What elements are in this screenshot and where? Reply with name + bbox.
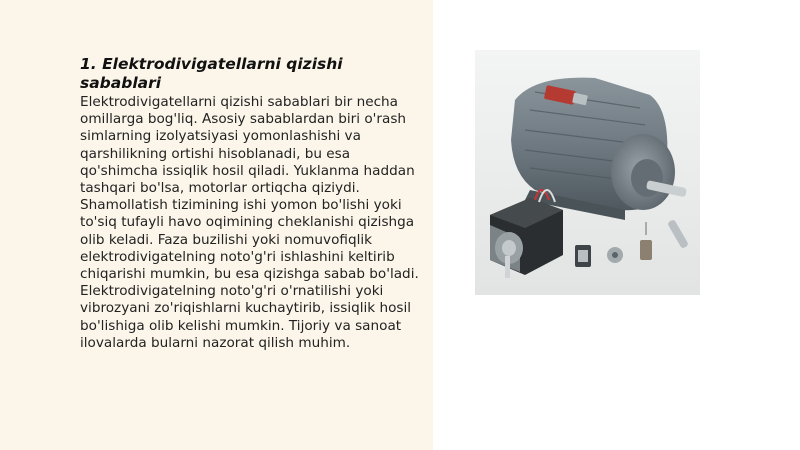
slide-body-text: Elektrodivigatellarni qizishi sabablari bir necha omillarga bog'liq. Asosiy sabablardan biri o'rash simlarning izolyatsiyasi yomonlashishi va qarshilikning ortishi hisoblanadi, bu esa qo'shimcha issiqlik hosil qiladi. Yuklanma haddan tashqari bo'lsa, motorlar ortiqcha qiziydi. Shamollatish tizimining ishi yomon bo'lishi yoki to'siq tufayli havo oqimining cheklanishi qizishga olib keladi. Faza buzilishi yoki nomuvofiqlik elektrodivigatelning noto'g'ri ishlashini keltirib chiqarishi mumkin, bu esa qizishga sabab bo'ladi. Elektrodivigatelning noto'g'ri o'rnatilishi yoki vibrozyani zo'riqishlarni kuchaytirib, issiqlik hosil bo'lishiga olib kelishi mumkin. Tijoriy va sanoat ilovalarda bularni nazorat qilish muhim. [80, 94, 419, 351]
electric-motors-photo [475, 50, 700, 295]
slide-title: 1. Elektrodivigatellarni qizishi sabablari [80, 55, 343, 92]
